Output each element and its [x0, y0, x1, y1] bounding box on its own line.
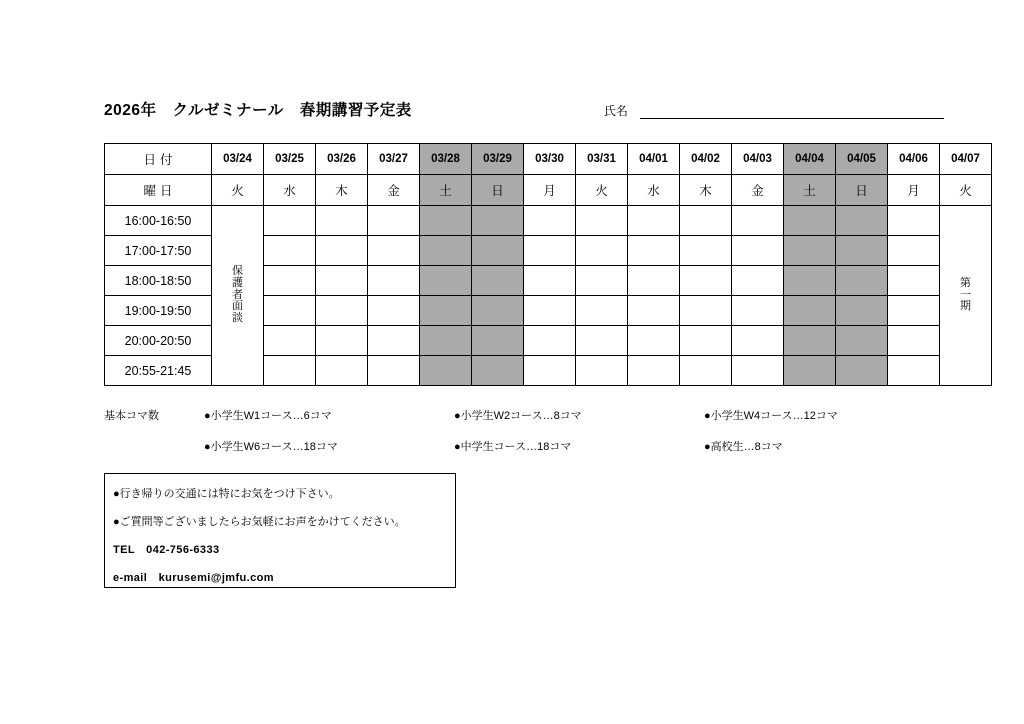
schedule-cell[interactable] [680, 296, 732, 326]
dow-cell: 日 [836, 175, 888, 206]
note-telephone: TEL 042-756-6333 [113, 544, 220, 556]
schedule-cell[interactable] [576, 326, 628, 356]
schedule-cell[interactable] [264, 266, 316, 296]
date-cell: 03/24 [212, 144, 264, 175]
schedule-cell[interactable] [628, 236, 680, 266]
schedule-cell[interactable] [368, 326, 420, 356]
dow-cell: 火 [576, 175, 628, 206]
schedule-cell[interactable] [888, 206, 940, 236]
page-title: 2026年 クルゼミナール 春期講習予定表 [104, 102, 412, 119]
schedule-cell[interactable] [732, 266, 784, 296]
dow-cell: 土 [784, 175, 836, 206]
date-cell: 03/28 [420, 144, 472, 175]
date-cell: 03/27 [368, 144, 420, 175]
schedule-cell[interactable] [524, 206, 576, 236]
schedule-cell[interactable] [264, 236, 316, 266]
time-slot-label: 19:00-19:50 [105, 296, 212, 326]
time-slot-label: 16:00-16:50 [105, 206, 212, 236]
schedule-cell[interactable] [888, 356, 940, 386]
dow-header-label: 曜日 [105, 175, 212, 206]
time-slot-label: 18:00-18:50 [105, 266, 212, 296]
dow-cell: 木 [680, 175, 732, 206]
dow-cell: 金 [368, 175, 420, 206]
schedule-cell[interactable] [420, 296, 472, 326]
schedule-cell[interactable] [368, 206, 420, 236]
schedule-cell[interactable] [420, 206, 472, 236]
schedule-cell[interactable] [316, 266, 368, 296]
schedule-cell[interactable] [316, 236, 368, 266]
dow-cell: 土 [420, 175, 472, 206]
schedule-cell[interactable] [784, 236, 836, 266]
schedule-cell[interactable] [576, 356, 628, 386]
date-cell: 04/02 [680, 144, 732, 175]
schedule-cell[interactable] [524, 296, 576, 326]
dow-cell: 水 [628, 175, 680, 206]
schedule-cell[interactable] [472, 206, 524, 236]
note-email: e-mail kurusemi@jmfu.com [113, 572, 274, 584]
schedule-cell[interactable] [888, 236, 940, 266]
schedule-cell[interactable] [420, 356, 472, 386]
koma-item: ●小学生W4コース…12コマ [704, 410, 838, 422]
schedule-cell[interactable] [420, 326, 472, 356]
date-header-label: 日付 [105, 144, 212, 175]
date-cell: 03/30 [524, 144, 576, 175]
schedule-cell[interactable] [680, 206, 732, 236]
schedule-table [104, 143, 992, 386]
schedule-cell[interactable] [836, 326, 888, 356]
schedule-cell[interactable] [784, 326, 836, 356]
dow-cell: 金 [732, 175, 784, 206]
schedule-cell[interactable] [732, 326, 784, 356]
date-cell: 03/31 [576, 144, 628, 175]
schedule-cell[interactable] [680, 266, 732, 296]
note-questions: ●ご質問等ございましたらお気軽にお声をかけてください。 [113, 516, 406, 528]
schedule-cell[interactable] [628, 206, 680, 236]
schedule-cell[interactable] [368, 266, 420, 296]
schedule-cell[interactable] [732, 356, 784, 386]
date-cell: 03/25 [264, 144, 316, 175]
parent-interview-note-text: 保護者面談 [232, 264, 243, 325]
note-traffic-safety: ●行き帰りの交通には特にお気をつけ下さい。 [113, 488, 340, 500]
schedule-cell[interactable] [576, 236, 628, 266]
table-row-dates [105, 144, 992, 175]
date-cell: 04/07 [940, 144, 992, 175]
schedule-cell[interactable] [836, 266, 888, 296]
schedule-cell[interactable] [576, 206, 628, 236]
table-row [105, 206, 992, 236]
schedule-cell[interactable] [264, 326, 316, 356]
schedule-cell[interactable] [524, 236, 576, 266]
date-cell: 04/03 [732, 144, 784, 175]
date-cell: 03/26 [316, 144, 368, 175]
koma-item: ●小学生W1コース…6コマ [204, 410, 332, 422]
notes-box [104, 473, 456, 588]
schedule-cell[interactable] [368, 296, 420, 326]
term-note-text: 第一期 [960, 276, 971, 313]
schedule-cell[interactable] [472, 236, 524, 266]
schedule-cell[interactable] [420, 266, 472, 296]
dow-cell: 月 [524, 175, 576, 206]
schedule-cell[interactable] [732, 236, 784, 266]
schedule-cell[interactable] [888, 326, 940, 356]
schedule-cell[interactable] [264, 206, 316, 236]
schedule-cell[interactable] [784, 206, 836, 236]
date-cell: 04/06 [888, 144, 940, 175]
title-row [104, 98, 944, 126]
dow-cell: 木 [316, 175, 368, 206]
schedule-cell[interactable] [368, 356, 420, 386]
koma-item: ●小学生W2コース…8コマ [454, 410, 582, 422]
schedule-cell[interactable] [888, 296, 940, 326]
schedule-cell[interactable] [784, 266, 836, 296]
koma-section-label: 基本コマ数 [104, 410, 159, 422]
schedule-cell[interactable] [316, 206, 368, 236]
schedule-cell[interactable] [628, 296, 680, 326]
schedule-cell[interactable] [368, 236, 420, 266]
date-cell: 04/05 [836, 144, 888, 175]
schedule-cell[interactable] [420, 236, 472, 266]
date-cell: 04/01 [628, 144, 680, 175]
schedule-cell[interactable] [732, 296, 784, 326]
dow-cell: 火 [212, 175, 264, 206]
schedule-cell[interactable] [576, 296, 628, 326]
schedule-cell[interactable] [784, 296, 836, 326]
schedule-cell[interactable] [836, 206, 888, 236]
term-note [940, 206, 992, 386]
dow-cell: 水 [264, 175, 316, 206]
schedule-cell[interactable] [524, 326, 576, 356]
schedule-cell[interactable] [836, 296, 888, 326]
schedule-cell[interactable] [472, 296, 524, 326]
koma-item: ●中学生コース…18コマ [454, 441, 572, 453]
schedule-cell[interactable] [628, 356, 680, 386]
schedule-cell[interactable] [524, 266, 576, 296]
schedule-cell[interactable] [784, 356, 836, 386]
dow-cell: 月 [888, 175, 940, 206]
schedule-cell[interactable] [264, 296, 316, 326]
schedule-cell[interactable] [316, 296, 368, 326]
koma-item: ●小学生W6コース…18コマ [204, 441, 338, 453]
table-row-days [105, 175, 992, 206]
schedule-cell[interactable] [836, 236, 888, 266]
schedule-cell[interactable] [628, 326, 680, 356]
schedule-cell[interactable] [732, 206, 784, 236]
time-slot-label: 17:00-17:50 [105, 236, 212, 266]
time-slot-label: 20:00-20:50 [105, 326, 212, 356]
name-field-label: 氏名 [604, 104, 629, 118]
schedule-cell[interactable] [264, 356, 316, 386]
schedule-cell[interactable] [680, 356, 732, 386]
date-cell: 04/04 [784, 144, 836, 175]
schedule-cell[interactable] [472, 356, 524, 386]
parent-interview-note [212, 206, 264, 386]
schedule-cell[interactable] [524, 356, 576, 386]
schedule-cell[interactable] [316, 326, 368, 356]
dow-cell: 火 [940, 175, 992, 206]
schedule-cell[interactable] [576, 266, 628, 296]
schedule-cell[interactable] [680, 236, 732, 266]
koma-item: ●高校生…8コマ [704, 441, 783, 453]
schedule-cell[interactable] [680, 326, 732, 356]
time-slot-label: 20:55-21:45 [105, 356, 212, 386]
schedule-cell[interactable] [628, 266, 680, 296]
schedule-cell[interactable] [316, 356, 368, 386]
date-cell: 03/29 [472, 144, 524, 175]
dow-cell: 日 [472, 175, 524, 206]
schedule-cell[interactable] [472, 326, 524, 356]
schedule-cell[interactable] [472, 266, 524, 296]
schedule-cell[interactable] [836, 356, 888, 386]
schedule-cell[interactable] [888, 266, 940, 296]
name-field-input-line[interactable] [640, 118, 944, 119]
